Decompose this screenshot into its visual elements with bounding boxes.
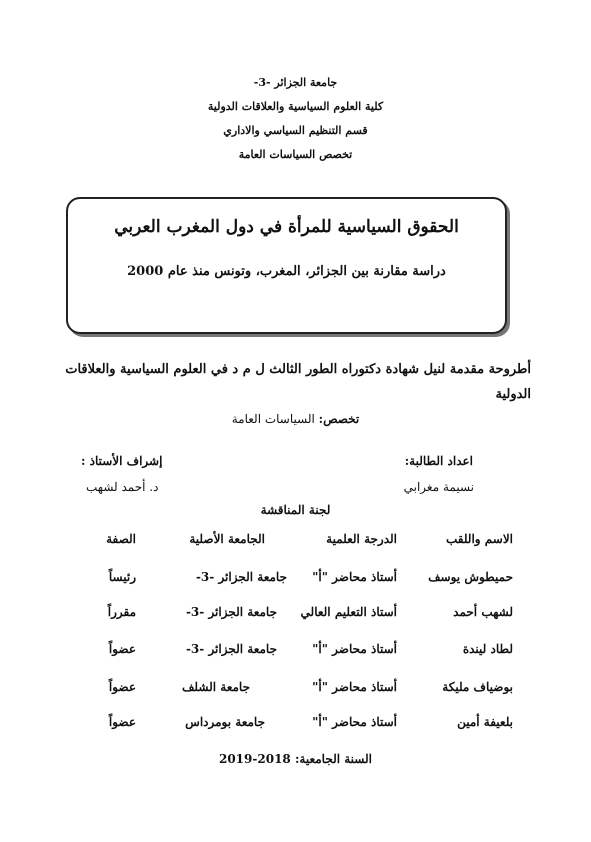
member-name: حميطوش يوسف <box>428 570 513 584</box>
specialty-header: تخصص السياسات العامة <box>238 148 353 161</box>
title-box <box>66 197 507 334</box>
member-role: عضواً <box>108 680 136 694</box>
member-role: مقرراً <box>107 605 136 619</box>
header-university: الجامعة الأصلية <box>189 532 265 546</box>
member-name: بلعيفة أمين <box>457 715 513 729</box>
member-degree: أستاذ محاضر "أ" <box>312 642 397 656</box>
committee-title: لجنة المناقشة <box>260 503 331 517</box>
member-role: عضواً <box>108 642 136 656</box>
member-degree: أستاذ محاضر "أ" <box>312 715 397 729</box>
member-university: جامعة الجزائر -3- <box>195 570 287 584</box>
member-role: رئيساً <box>108 570 136 584</box>
header-name: الاسم واللقب <box>445 532 513 546</box>
member-university: جامعة الشلف <box>182 680 250 694</box>
member-university: جامعة الجزائر -3- <box>185 642 277 656</box>
specialization-value: السياسات العامة <box>231 412 319 426</box>
member-degree: أستاذ محاضر "أ" <box>312 680 397 694</box>
member-name: لطاد ليندة <box>462 642 513 656</box>
header-degree: الدرجة العلمية <box>326 532 397 546</box>
thesis-title: الحقوق السياسية للمرأة في دول المغرب العربي <box>114 217 459 237</box>
university-name: جامعة الجزائر -3- <box>253 76 338 89</box>
member-degree: أستاذ التعليم العالي <box>300 605 397 619</box>
header-role: الصفة <box>106 532 136 546</box>
member-role: عضواً <box>108 715 136 729</box>
specialization-line <box>0 412 591 426</box>
specialization-label: تخصص: <box>318 412 360 426</box>
supervisor-name: د. أحمد لشهب <box>86 480 159 494</box>
thesis-note: أطروحة مقدمة لنيل شهادة دكتوراه الطور الثالث ل م د في العلوم السياسية والعلاقات الدولية <box>65 362 531 402</box>
member-name: بوضياف مليكة <box>442 680 513 694</box>
member-degree: أستاذ محاضر "أ" <box>312 570 397 584</box>
department-name: قسم التنظيم السياسي والاداري <box>223 124 368 137</box>
academic-year-value: 2018-2019 <box>218 752 295 766</box>
member-university: جامعة الجزائر -3- <box>185 605 277 619</box>
member-name: لشهب أحمد <box>453 605 513 619</box>
student-name: نسيمة مغرابي <box>403 480 474 494</box>
member-university: جامعة بومرداس <box>185 715 265 729</box>
thesis-subtitle: دراسة مقارنة بين الجزائر، المغرب، وتونس منذ عام 2000 <box>127 264 446 279</box>
faculty-name: كلية العلوم السياسية والعلاقات الدولية <box>207 100 384 113</box>
academic-year <box>0 752 591 766</box>
supervisor-label: إشراف الأستاذ : <box>81 454 163 468</box>
academic-year-label: السنة الجامعية: <box>294 752 372 766</box>
student-label: اعداد الطالبة: <box>404 454 473 468</box>
